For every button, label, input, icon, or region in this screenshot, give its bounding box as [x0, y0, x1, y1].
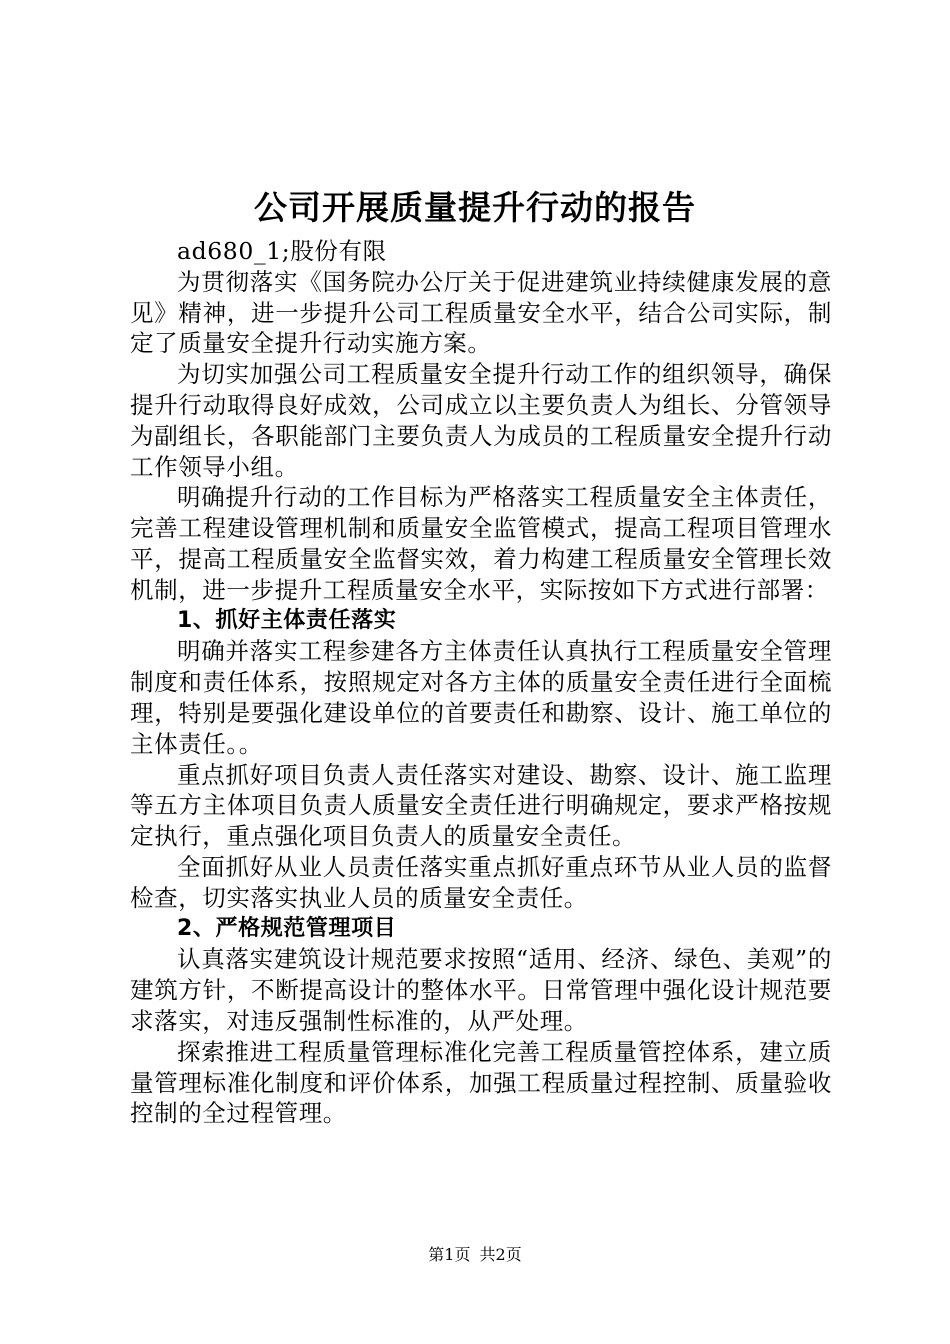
- paragraph: 认真落实建筑设计规范要求按照“适用、经济、绿色、美观”的建筑方针，不断提高设计的整体水平。日常管理中强化设计规范要求落实，对违反强制性标准的，从严处理。: [130, 945, 832, 1035]
- page-number: 第1页: [428, 1245, 471, 1264]
- section-heading: 2、严格规范管理项目: [177, 915, 397, 941]
- document-body: [130, 236, 832, 1129]
- section-heading: 1、抓好主体责任落实: [177, 607, 397, 633]
- document-subtitle: ad680_1;股份有限: [177, 237, 387, 265]
- page-total: 共2页: [479, 1245, 522, 1264]
- paragraph: 探索推进工程质量管理标准化完善工程质量管控体系，建立质量管理标准化制度和评价体系，加强工程质量过程控制、质量验收控制的全过程管理。: [130, 1037, 832, 1128]
- paragraph: 明确提升行动的工作目标为严格落实工程质量安全主体责任，完善工程建设管理机制和质量安全监管模式，提高工程项目管理水平，提高工程质量安全监督实效，着力构建工程质量安全管理长效机制，进一步提升工程质量安全水平，实际按如下方式进行部署：: [130, 483, 832, 604]
- document-title: 公司开展质量提升行动的报告: [254, 188, 696, 227]
- paragraph: 明确并落实工程参建各方主体责任认真执行工程质量安全管理制度和责任体系，按照规定对各方主体的质量安全责任进行全面梳理，特别是要强化建设单位的首要责任和勘察、设计、施工单位的主体责任。。: [130, 637, 832, 758]
- paragraph: 全面抓好从业人员责任落实重点抓好重点环节从业人员的监督检查，切实落实执业人员的质量安全责任。: [130, 852, 832, 912]
- paragraph: 为切实加强公司工程质量安全提升行动工作的组织领导，确保提升行动取得良好成效，公司成立以主要负责人为组长、分管领导为副组长，各职能部门主要负责人为成员的工程质量安全提升行动工作领导小组。: [130, 360, 832, 481]
- paragraph: 为贯彻落实《国务院办公厅关于促进建筑业持续健康发展的意见》精神，进一步提升公司工程质量安全水平，结合公司实际，制定了质量安全提升行动实施方案。: [130, 267, 832, 358]
- paragraph: 重点抓好项目负责人责任落实对建设、勘察、设计、施工监理等五方主体项目负责人质量安全责任进行明确规定，要求严格按规定执行，重点强化项目负责人的质量安全责任。: [130, 760, 832, 851]
- page-footer: [0, 1244, 950, 1266]
